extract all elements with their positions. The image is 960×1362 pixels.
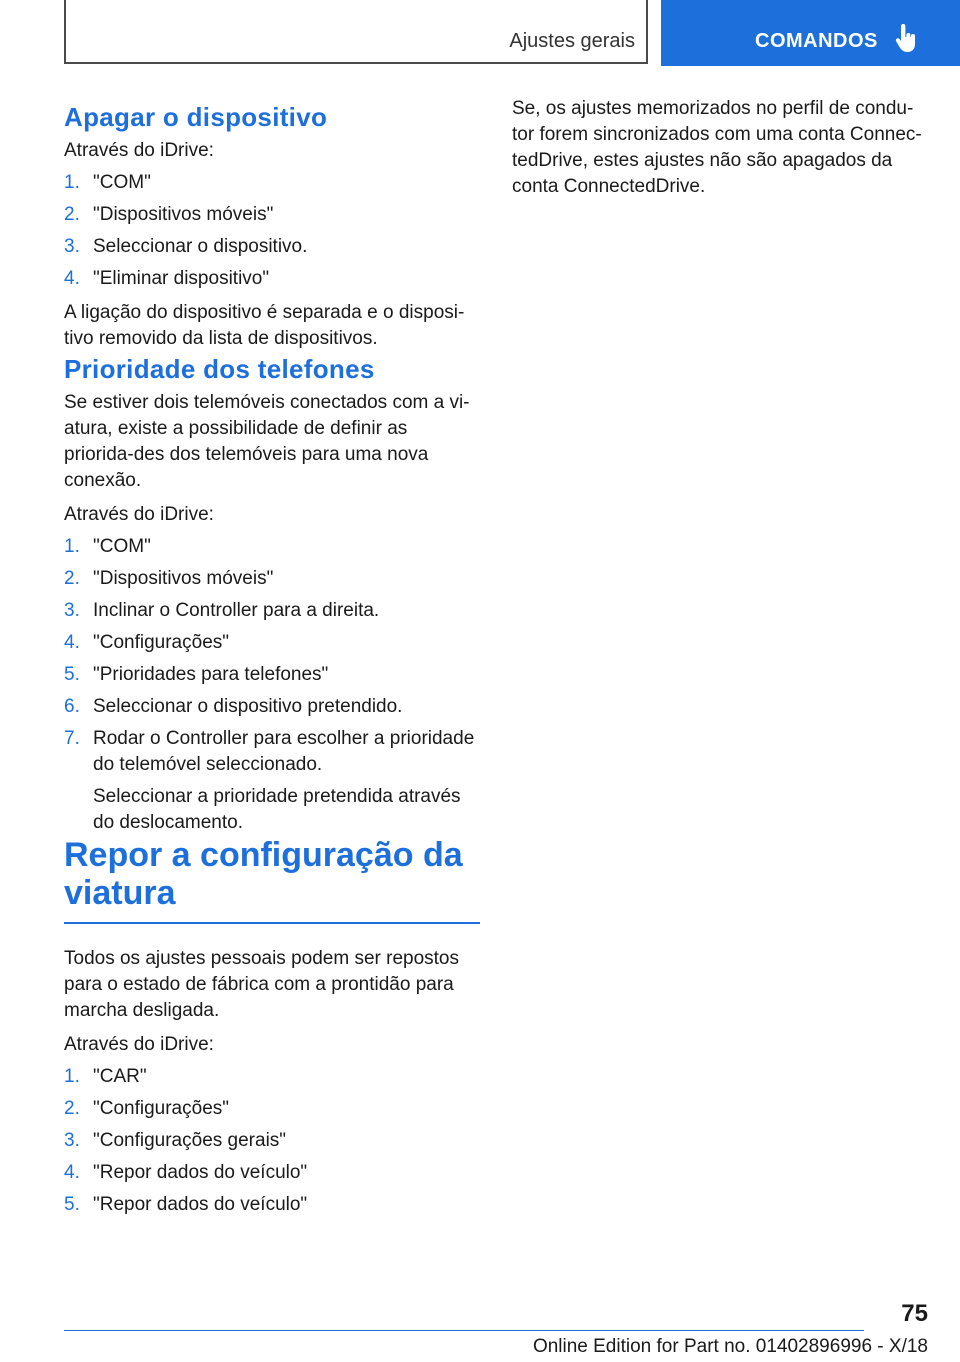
list-item: 3. "Configurações gerais" [64, 1130, 287, 1151]
pointing-hand-icon [895, 24, 917, 54]
list-item: 1. "COM" [64, 172, 151, 193]
footer-edition: Online Edition for Part no. 01402896996 - X/18 [532, 1336, 928, 1357]
list-item: 4. "Repor dados do veículo" [64, 1162, 308, 1183]
s3-step-list [64, 1064, 480, 1218]
s1-after-text: A ligação do dispositivo é separada e o disposi-tivo removido da lista de dispositivos. [64, 302, 465, 349]
list-item: 5. "Repor dados do veículo" [64, 1194, 308, 1215]
header-section-title: Ajustes gerais [509, 30, 635, 52]
section-title-phone-priority: Prioridade dos telefones [64, 354, 375, 384]
header-chapter-label: COMANDOS [755, 30, 878, 52]
list-item: 2. "Dispositivos móveis" [64, 204, 274, 225]
step7-subnote: Seleccionar a prioridade pretendida através do deslocamento. [93, 786, 461, 833]
list-item: 2. "Dispositivos móveis" [64, 568, 274, 589]
list-item: 3. Inclinar o Controller para a direita. [64, 600, 380, 621]
list-item: 1. "COM" [64, 536, 151, 557]
section-title-reset-vehicle: Repor a configuração da viatura [64, 836, 480, 924]
list-item: 7. Rodar o Controller para escolher a prioridade do telemóvel seleccionado. Seleccionar a prioridade pretendida através do deslocamento. [64, 726, 480, 836]
s3-intro: Através do iDrive: [64, 1034, 214, 1055]
section-title-delete-device: Apagar o dispositivo [64, 102, 328, 132]
page-number: 75 [901, 1300, 928, 1327]
s3-paragraph: Todos os ajustes pessoais podem ser repostos para o estado de fábrica com a prontidão para marcha desligada. [64, 948, 459, 1021]
s1-intro: Através do iDrive: [64, 140, 214, 161]
header-chapter-tab [661, 0, 960, 66]
list-item: 1. "CAR" [64, 1066, 147, 1087]
s2-step-list [64, 534, 480, 836]
list-item: 5. "Prioridades para telefones" [64, 664, 329, 685]
left-column [64, 100, 480, 1218]
right-paragraph: Se, os ajustes memorizados no perfil de condu-tor forem sincronizados com uma conta Connec-tedDrive, estes ajustes não são apagados da conta ConnectedDrive. [512, 98, 922, 197]
list-item: 6. Seleccionar o dispositivo pretendido. [64, 696, 403, 717]
list-item: 4. "Eliminar dispositivo" [64, 268, 270, 289]
s2-paragraph: Se estiver dois telemóveis conectados com a vi-atura, existe a possibilidade de definir as priorida-des dos telemóveis para uma nova conexão. [64, 392, 470, 491]
list-item: 2. "Configurações" [64, 1098, 230, 1119]
footer-divider [64, 1330, 864, 1331]
s2-intro: Através do iDrive: [64, 504, 214, 525]
list-item: 3. Seleccionar o dispositivo. [64, 236, 308, 257]
s1-step-list [64, 170, 480, 292]
list-item: 4. "Configurações" [64, 632, 230, 653]
right-column [512, 96, 932, 200]
